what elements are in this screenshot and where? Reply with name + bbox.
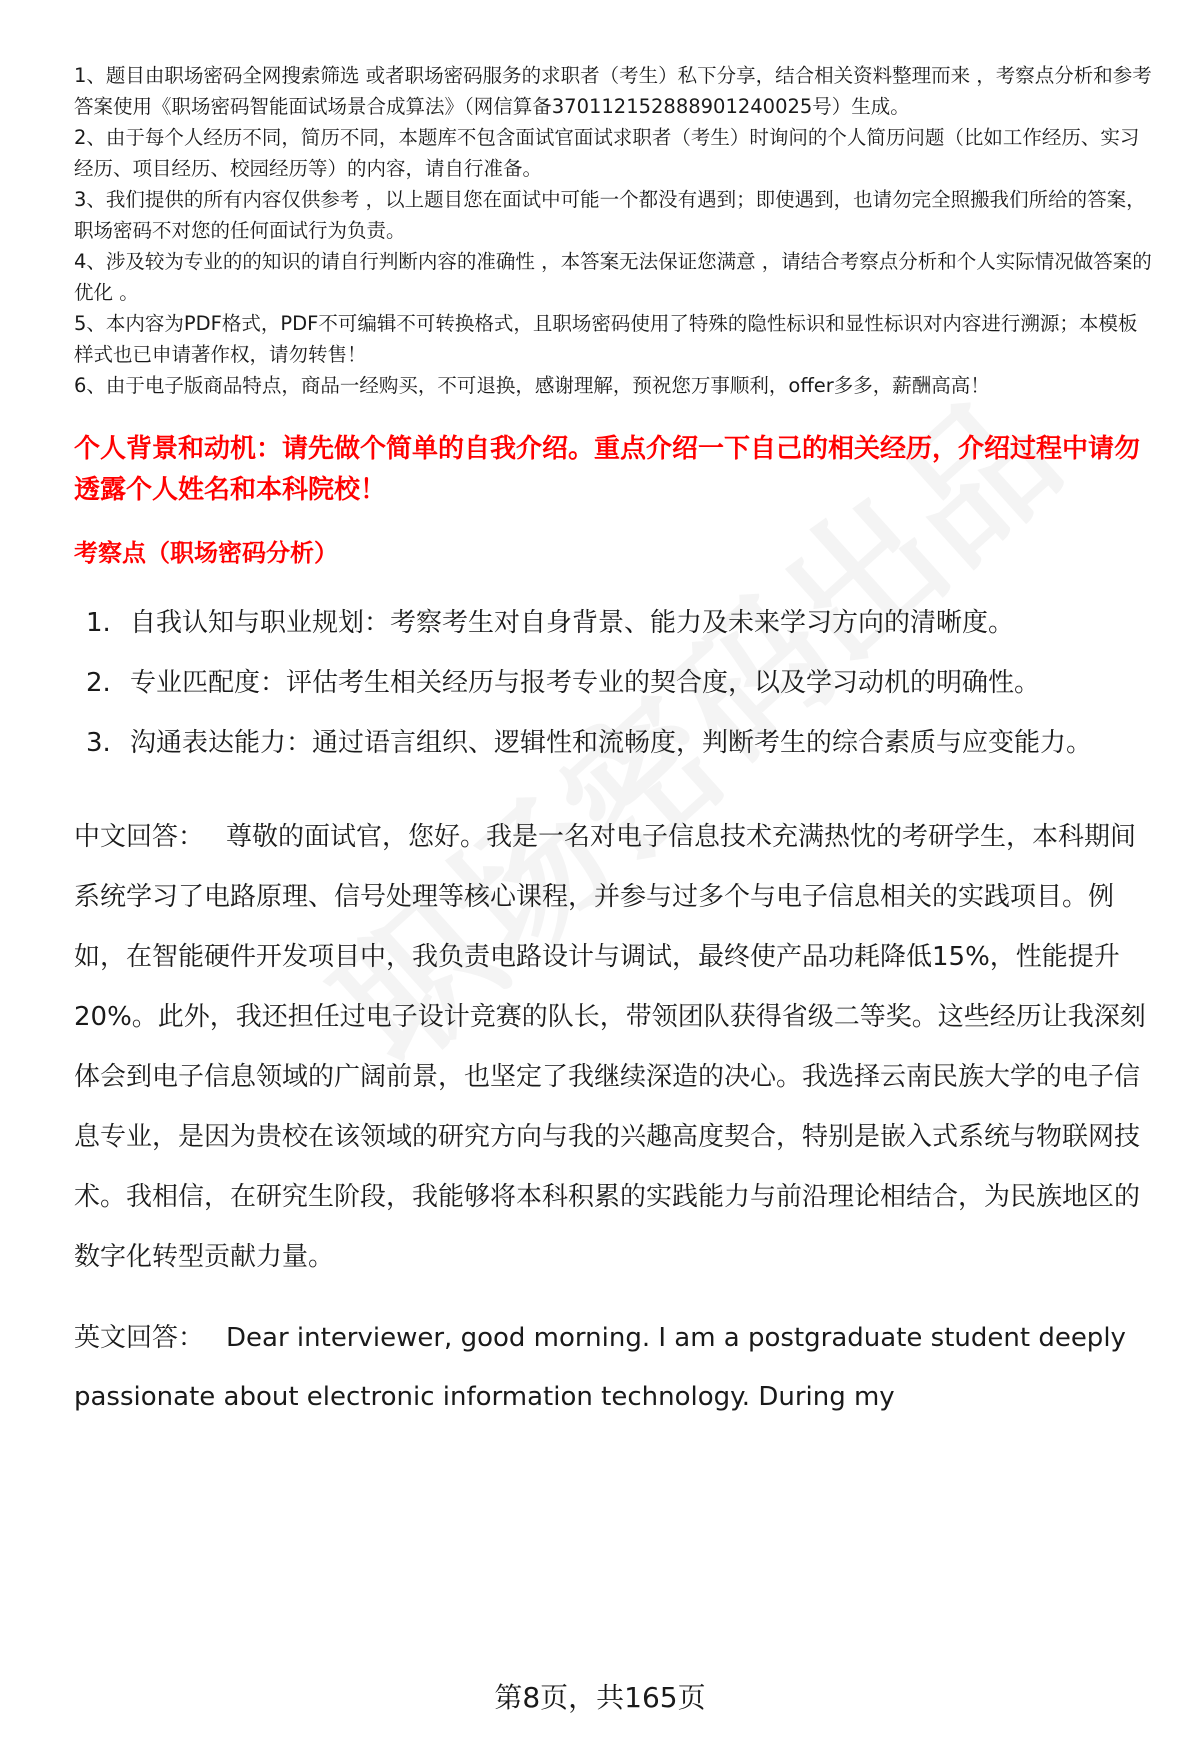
chinese-answer-text: 尊敬的面试官，您好。我是一名对电子信息技术充满热忱的考研学生，本科期间系统学习了电路原理、信号处理等核心课程，并参与过多个与电子信息相关的实践项目。例如，在智能硬件开发项目中，我负责电路设计与调试，最终使产品功耗降低15%，性能提升20%。此外，我还担任过电子设计竞赛的队长，带领团队获得省级二等奖。这些经历让我深刻体会到电子信息领域的广阔前景，也坚定了我继续深造的决心。我选择云南民族大学的电子信息专业，是因为贵校在该领域的研究方向与我的兴趣高度契合，特别是嵌入式系统与物联网技术。我相信，在研究生阶段，我能够将本科积累的实践能力与前沿理论相结合，为民族地区的数字化转型贡献力量。 — [74, 822, 1146, 1272]
analysis-point — [74, 593, 1154, 653]
notice-item: 1、题目由职场密码全网搜索筛选 或者职场密码服务的求职者（考生）私下分享，结合相关资料整理而来 ，考察点分析和参考答案使用《职场密码智能面试场景合成算法》（网信算备370112152888901240025号）生成。 — [74, 64, 1152, 118]
point-text: 自我认知与职业规划：考察考生对自身背景、能力及未来学习方向的清晰度。 — [130, 608, 1015, 638]
chinese-answer — [74, 807, 1154, 1287]
english-answer — [74, 1309, 1154, 1427]
english-answer-label: 英文回答： — [74, 1323, 205, 1353]
notice-item: 4、涉及较为专业的的知识的请自行判断内容的准确性 ，本答案无法保证您满意 ，请结合考察点分析和个人实际情况做答案的优化 。 — [74, 250, 1152, 304]
chinese-answer-label: 中文回答： — [74, 822, 205, 852]
point-text: 沟通表达能力：通过语言组织、逻辑性和流畅度，判断考生的综合素质与应变能力。 — [130, 728, 1093, 758]
notice-item: 6、由于电子版商品特点，商品一经购买，不可退换，感谢理解，预祝您万事顺利，offer多多，薪酬高高！ — [74, 374, 990, 397]
analysis-point — [74, 713, 1154, 773]
analysis-point — [74, 653, 1154, 713]
point-number: 2. — [86, 668, 111, 698]
analysis-points — [74, 593, 1154, 773]
point-text: 专业匹配度：评估考生相关经历与报考专业的契合度，以及学习动机的明确性。 — [130, 668, 1041, 698]
notice-item: 3、我们提供的所有内容仅供参考 ，以上题目您在面试中可能一个都没有遇到；即使遇到，也请勿完全照搬我们所给的答案，职场密码不对您的任何面试行为负责。 — [74, 188, 1146, 242]
point-number: 1. — [86, 608, 111, 638]
english-answer-text: Dear interviewer, good morning. I am a postgraduate student deeply passionate about electronic information technology. During my — [74, 1323, 1126, 1412]
point-number: 3. — [86, 728, 111, 758]
notice-item: 5、本内容为PDF格式，PDF不可编辑不可转换格式，且职场密码使用了特殊的隐性标识和显性标识对内容进行溯源；本模板样式也已申请著作权，请勿转售！ — [74, 312, 1138, 366]
notice-item: 2、由于每个人经历不同，简历不同，本题库不包含面试官面试求职者（考生）时询问的个人简历问题（比如工作经历、实习经历、项目经历、校园经历等）的内容，请自行准备。 — [74, 126, 1140, 180]
notice-list — [74, 60, 1154, 401]
page-number: 第8页，共165页 — [494, 1681, 706, 1714]
analysis-heading: 考察点（职场密码分析） — [74, 539, 338, 567]
page-content — [74, 60, 1154, 1427]
question-title: 个人背景和动机：请先做个简单的自我介绍。重点介绍一下自己的相关经历，介绍过程中请勿透露个人姓名和本科院校！ — [74, 434, 1141, 505]
